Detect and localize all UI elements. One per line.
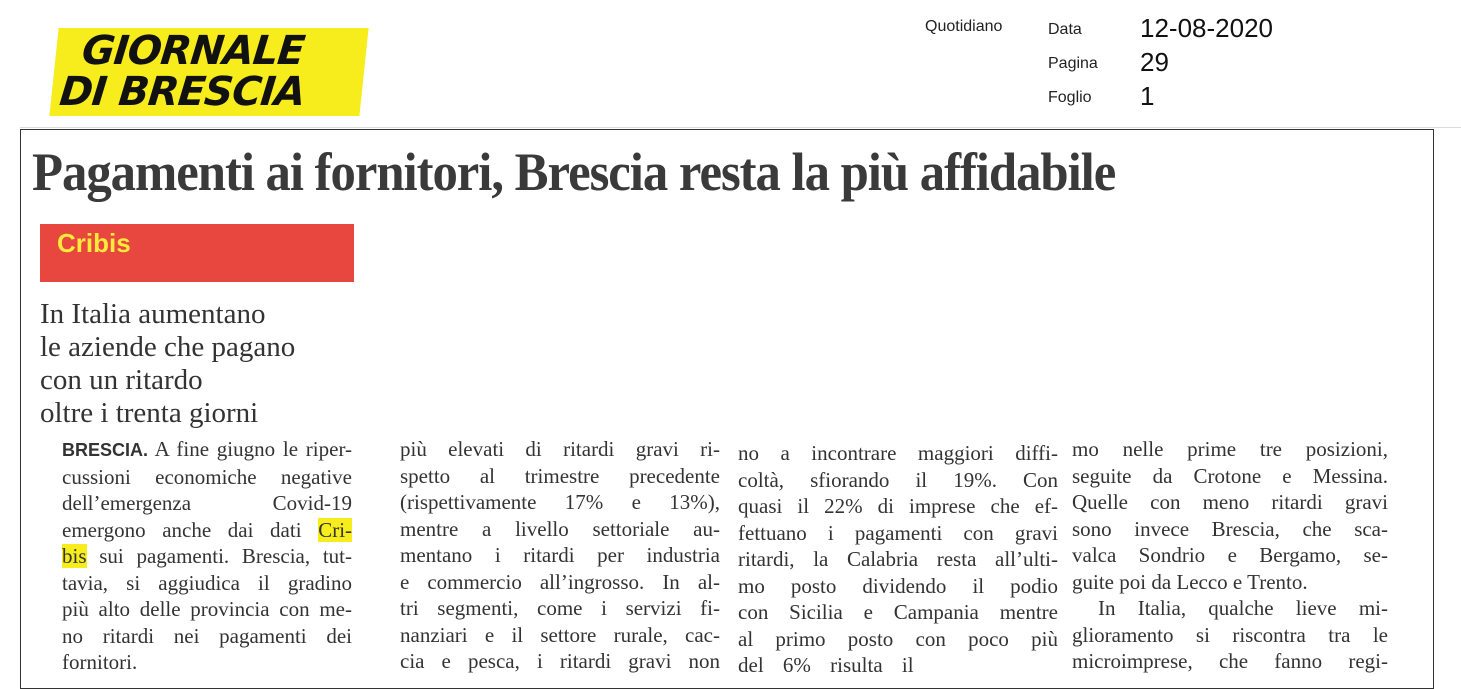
subhead-line: le aziende che pagano — [40, 331, 296, 363]
sheet-label: Foglio — [1048, 89, 1092, 106]
article-subhead — [40, 298, 400, 430]
section-label: Cribis — [57, 228, 131, 258]
text-line: con Sicilia e Campania mentre — [738, 600, 1058, 624]
page-value: 29 — [1140, 47, 1169, 77]
logo-line-1: GIORNALE — [79, 28, 307, 74]
subhead-line: oltre i trenta giorni — [40, 397, 259, 429]
article-column-4 — [1072, 436, 1388, 675]
text-fragment: A fine giugno le riper- — [154, 437, 353, 461]
newspaper-logo — [49, 28, 368, 116]
text-line: quasi il 22% di imprese che ef- — [738, 494, 1058, 518]
text-line: (rispettivamente 17% e 13%), — [400, 490, 720, 514]
text-line: ritardi, la Calabria resta all’ulti- — [738, 547, 1058, 571]
text-line: cussioni economiche negative — [62, 464, 352, 489]
article-column-1 — [62, 436, 352, 676]
highlighted-term: bis — [62, 544, 87, 568]
article-column-2 — [400, 436, 720, 675]
text-line: seguite da Crotone e Messina. — [1072, 463, 1388, 488]
highlighted-term: Cri- — [318, 517, 353, 542]
text-line: al primo posto con poco più — [738, 626, 1058, 651]
subhead-line: In Italia aumentano — [40, 298, 266, 330]
text-line: mo nelle prime tre posizioni, — [1072, 437, 1388, 461]
text-line: fornitori. — [62, 650, 138, 674]
text-line: no a incontrare maggiori diffi- — [738, 441, 1058, 465]
text-line: guite poi da Lecco e Trento. — [1072, 569, 1308, 594]
text-line: valca Sondrio e Bergamo, se- — [1072, 543, 1388, 567]
sheet-value: 1 — [1140, 81, 1155, 111]
section-banner — [40, 224, 354, 282]
subhead-line: con un ritardo — [40, 364, 203, 396]
date-value: 12-08-2020 — [1140, 13, 1273, 43]
publication-type: Quotidiano — [925, 18, 1003, 35]
text-line: del 6% risulta il — [738, 653, 914, 677]
text-line: cia e pesca, i ritardi gravi non — [400, 649, 720, 673]
text-line: sono invece Brescia, che sca- — [1072, 516, 1388, 541]
text-line: glioramento si riscontra tra le — [1072, 622, 1388, 647]
text-line: fettuano i pagamenti con gravi — [738, 520, 1058, 545]
text-line: microimprese, che fanno regi- — [1072, 649, 1388, 673]
text-line: nanziari e il settore rurale, cac- — [400, 622, 720, 647]
text-line: più elevati di ritardi gravi ri- — [400, 437, 720, 461]
logo-line-2: DI BRESCIA — [57, 69, 307, 115]
text-line: Quelle con meno ritardi gravi — [1072, 490, 1388, 514]
text-line: e commercio all’ingrosso. In al- — [400, 569, 720, 594]
page-label: Pagina — [1048, 55, 1098, 72]
text-line: no ritardi nei pagamenti dei — [62, 623, 352, 648]
text-line: tavia, si aggiudica il gradino — [62, 570, 352, 595]
header-divider — [20, 127, 1461, 128]
text-line: spetto al trimestre precedente — [400, 463, 720, 488]
text-line — [62, 543, 352, 570]
text-line: tri segmenti, come i servizi fi- — [400, 596, 720, 620]
text-line — [62, 436, 352, 464]
text-fragment: Covid-19 — [272, 491, 352, 515]
text-fragment: emergono anche dai dati — [62, 517, 302, 542]
article-headline: Pagamenti ai fornitori, Brescia resta la più affidabile — [32, 142, 1116, 202]
text-line: più alto delle provincia con me- — [62, 597, 352, 621]
text-line: In Italia, qualche lieve mi- — [1098, 596, 1388, 620]
dateline: BRESCIA. — [62, 440, 149, 460]
text-line — [62, 517, 352, 544]
date-label: Data — [1048, 21, 1082, 38]
text-line: mentre a livello settoriale au- — [400, 516, 720, 541]
text-fragment: dell’emergenza — [62, 491, 192, 515]
article-column-3 — [738, 440, 1058, 679]
text-line: mo posto dividendo il podio — [738, 573, 1058, 598]
text-line: mentano i ritardi per industria — [400, 543, 720, 567]
text-line: coltà, sfiorando il 19%. Con — [738, 467, 1058, 492]
text-fragment: sui pagamenti. Brescia, tut- — [99, 544, 352, 568]
text-line — [62, 490, 352, 517]
